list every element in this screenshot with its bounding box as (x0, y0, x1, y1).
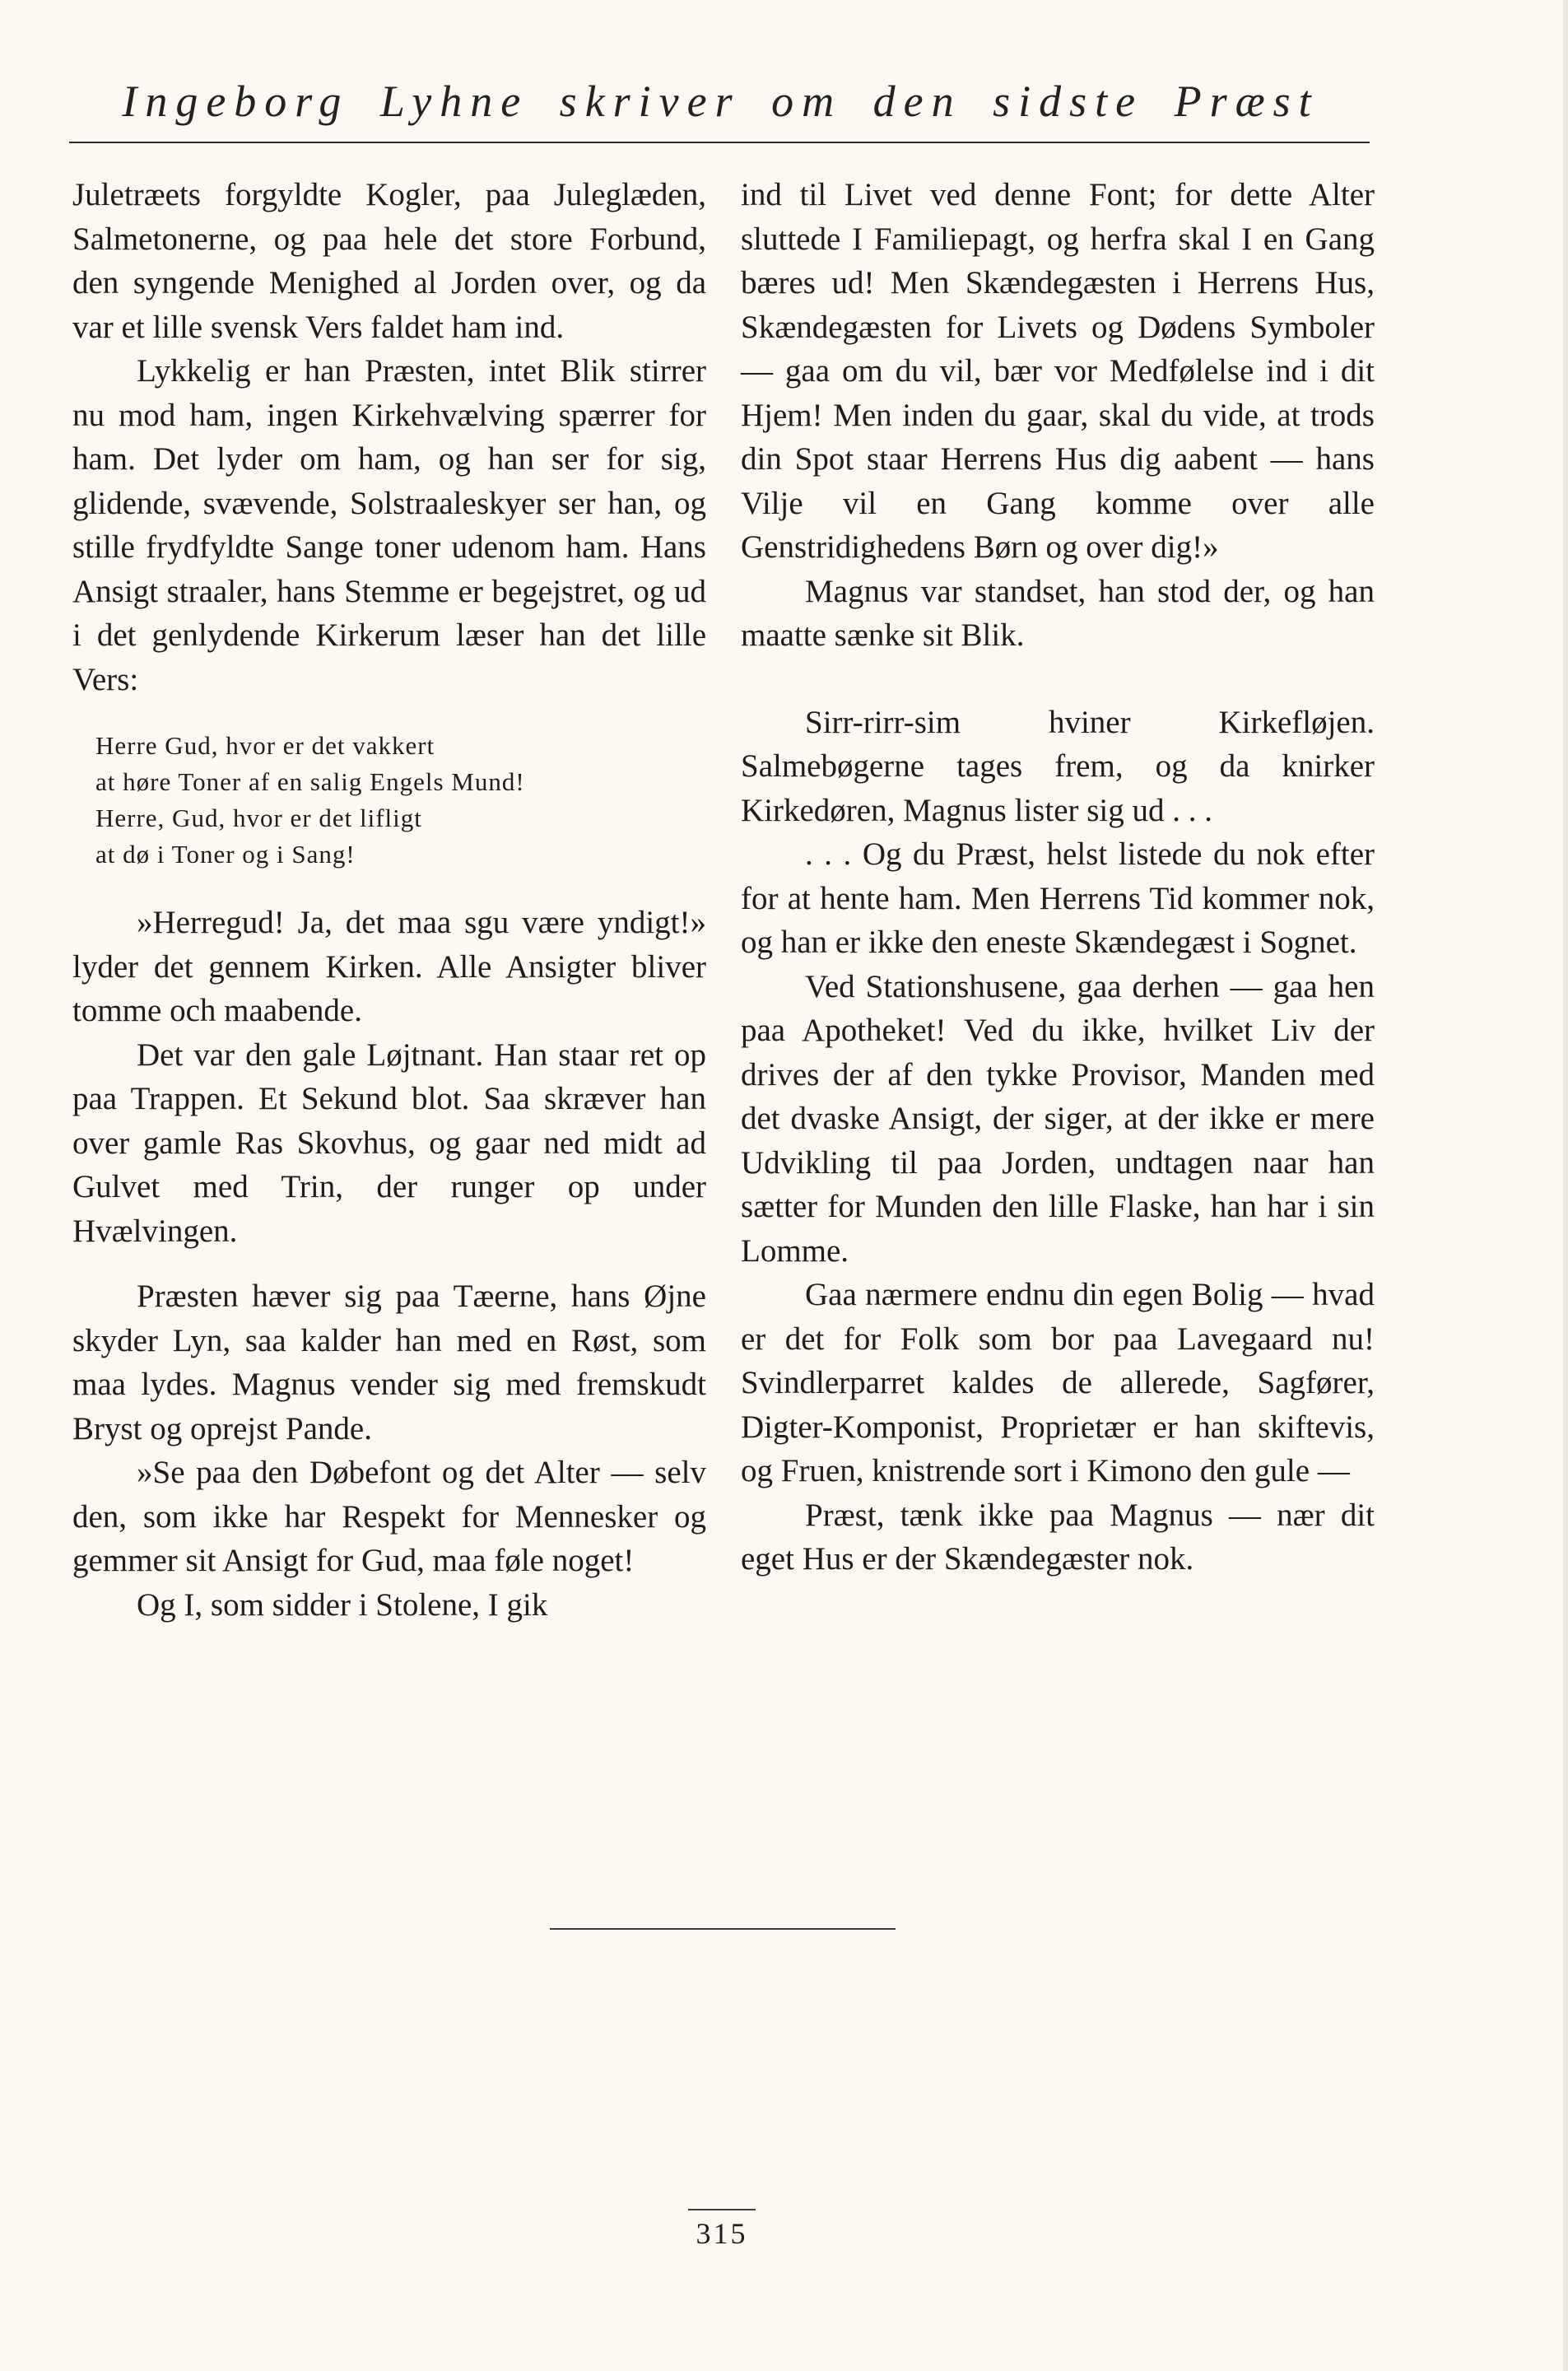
paragraph: Ved Stationshusene, gaa derhen — gaa hen paa Apotheket! Ved du ikke, hvilket Liv der drives der af den tykke Provisor, Manden med det dvaske Ansigt, der siger, at der ikke er mere Udvikling til paa Jorden, undtagen naar han sætter for Munden den lille Flaske, han har i sin Lomme. (741, 968, 1375, 1269)
verse-line: at høre Toner af en salig Engels Mund! (95, 767, 525, 796)
page-number-rule (688, 2209, 756, 2210)
left-column (72, 173, 706, 1627)
section-end-rule (550, 1928, 896, 1930)
paragraph: . . . Og du Præst, helst listede du nok efter for at hente ham. Men Herrens Tid kommer nok, og han er ikke den eneste Skændegæst i Sognet. (741, 836, 1375, 960)
right-column (741, 173, 1375, 1581)
verse-block (95, 728, 706, 873)
paragraph: Præst, tænk ikke paa Magnus — nær dit eget Hus er der Skændegæster nok. (741, 1497, 1375, 1577)
paragraph: Sirr-rirr-sim hviner Kirkefløjen. Salmebøgerne tages frem, og da knirker Kirkedøren, Magnus lister sig ud . . . (741, 704, 1375, 828)
paragraph: »Se paa den Døbefont og det Alter — selv den, som ikke har Respekt for Mennesker og gemmer sit Ansigt for Gud, maa føle noget! (72, 1455, 706, 1578)
paragraph: »Herregud! Ja, det maa sgu være yndigt!» lyder det gennem Kirken. Alle Ansigter bliver tomme och maabende. (72, 905, 706, 1028)
paragraph: Gaa nærmere endnu din egen Bolig — hvad er det for Folk som bor paa Lavegaard nu! Svindlerparret kaldes de allerede, Sagfører, Digter-Komponist, Proprietær er han skiftevis, og Fruen, knistrende sort i Kimono den gule — (741, 1277, 1375, 1488)
page-number: 315 (696, 2217, 748, 2250)
paragraph: Og I, som sidder i Stolene, I gik (137, 1586, 548, 1623)
running-title: Ingeborg Lyhne skriver om den sidste Præst (122, 77, 1319, 126)
paragraph: Det var den gale Løjtnant. Han staar ret op paa Trappen. Et Sekund blot. Saa skræver han over gamle Ras Skovhus, og gaar ned midt ad Gulvet med Trin, der runger op under Hvælvingen. (72, 1036, 706, 1249)
verse-line: at dø i Toner og i Sang! (95, 840, 356, 869)
page-edge (1563, 0, 1568, 2371)
paragraph: Præsten hæver sig paa Tæerne, hans Øjne skyder Lyn, saa kalder han med en Røst, som maa lydes. Magnus vender sig med fremskudt Bryst og oprejst Pande. (72, 1279, 706, 1446)
paragraph: Lykkelig er han Præsten, intet Blik stirrer nu mod ham, ingen Kirkehvælving spærrer for ham. Det lyder om ham, og han ser for sig, glidende, svævende, Solstraaleskyer ser han, og stille frydfyldte Sange toner udenom ham. Hans Ansigt straaler, hans Stemme er begejstret, og ud i det genlydende Kirkerum læser han det lille Vers: (72, 353, 706, 697)
header-rule (69, 142, 1370, 143)
verse-line: Herre Gud, hvor er det vakkert (95, 731, 435, 760)
paragraph: ind til Livet ved denne Font; for dette Alter sluttede I Familiepagt, og herfra skal I en Gang bæres ud! Men Skændegæsten i Herrens Hus, Skændegæsten for Livets og Dødens Symboler — gaa om du vil, bær vor Medfølelse ind i dit Hjem! Men inden du gaar, skal du vide, at trods din Spot staar Herrens Hus dig aabent — hans Vilje vil en Gang komme over alle Genstridighedens Børn og over dig!» (741, 177, 1375, 565)
paragraph: Juletræets forgyldte Kogler, paa Juleglæden, Salmetonerne, og paa hele det store Forbund, den syngende Menighed al Jorden over, og da var et lille svensk Vers faldet ham ind. (72, 177, 706, 345)
paragraph: Magnus var standset, han stod der, og han maatte sænke sit Blik. (741, 573, 1375, 653)
verse-line: Herre, Gud, hvor er det lifligt (95, 804, 422, 832)
